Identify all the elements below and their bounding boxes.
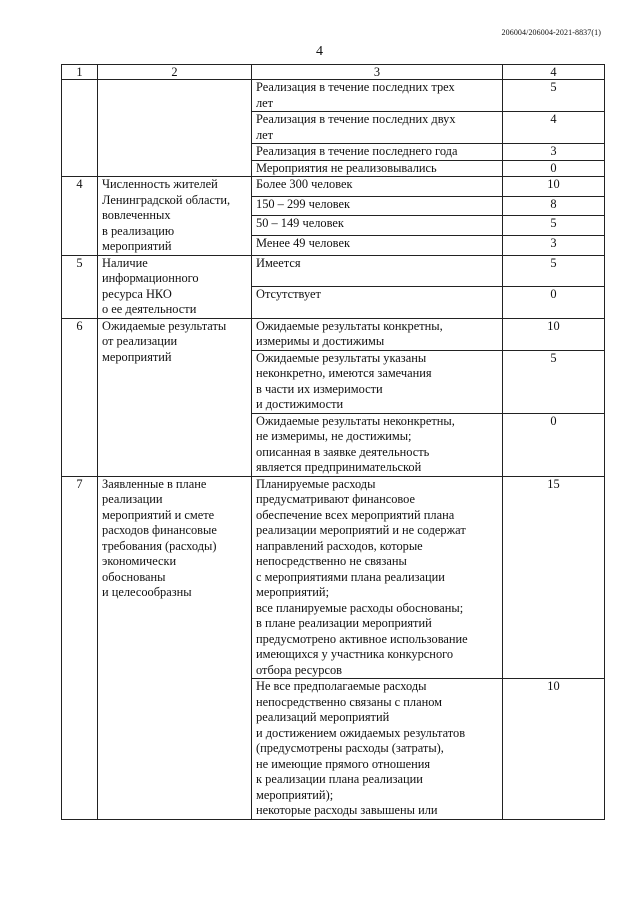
option-points: 10 <box>503 679 605 820</box>
option-text: 50 – 149 человек <box>252 216 503 236</box>
document-id: 206004/206004-2021-8837(1) <box>501 28 601 37</box>
option-text: Не все предполагаемые расходы непосредственно связаны с планом реализаций мероприятий и достижением ожидаемых результатов (предусмотрены расходы (затраты), не имеющие прямого отношения к реализации плана реализации мероприятий); некоторые расходы завышены или <box>252 679 503 820</box>
option-points: 10 <box>503 318 605 350</box>
option-points: 0 <box>503 413 605 476</box>
criterion-number: 5 <box>62 255 98 318</box>
option-text: Имеется <box>252 255 503 287</box>
option-points: 3 <box>503 235 605 255</box>
option-text: Реализация в течение последнего года <box>252 144 503 161</box>
option-text: Более 300 человек <box>252 177 503 197</box>
option-text: Менее 49 человек <box>252 235 503 255</box>
option-points: 5 <box>503 216 605 236</box>
option-text: Реализация в течение последних двух лет <box>252 112 503 144</box>
option-points: 8 <box>503 196 605 216</box>
option-points: 5 <box>503 80 605 112</box>
option-text: Ожидаемые результаты указаны неконкретно, имеются замечания в части их измеримости и достижимости <box>252 350 503 413</box>
table-row <box>62 177 605 197</box>
option-points: 15 <box>503 476 605 679</box>
option-points: 5 <box>503 350 605 413</box>
option-text: Отсутствует <box>252 287 503 319</box>
option-points: 4 <box>503 112 605 144</box>
header-cell-3: 3 <box>252 65 503 80</box>
criterion-name <box>98 80 252 177</box>
option-text: Ожидаемые результаты неконкретны, не измеримы, не достижимы; описанная в заявке деятельность является предпринимательской <box>252 413 503 476</box>
criterion-number <box>62 80 98 177</box>
criterion-name: Численность жителей Ленинградской области, вовлеченных в реализацию мероприятий <box>98 177 252 256</box>
table-row <box>62 318 605 350</box>
table-row <box>62 255 605 287</box>
table-row <box>62 80 605 112</box>
option-points: 10 <box>503 177 605 197</box>
criterion-name: Заявленные в плане реализации мероприятий и смете расходов финансовые требования (расходы) экономически обоснованы и целесообразны <box>98 476 252 819</box>
header-cell-1: 1 <box>62 65 98 80</box>
criteria-table <box>61 64 605 820</box>
option-points: 3 <box>503 144 605 161</box>
criterion-number: 4 <box>62 177 98 256</box>
criterion-number: 6 <box>62 318 98 476</box>
option-text: 150 – 299 человек <box>252 196 503 216</box>
option-text: Реализация в течение последних трех лет <box>252 80 503 112</box>
option-text: Мероприятия не реализовывались <box>252 160 503 177</box>
option-points: 5 <box>503 255 605 287</box>
option-points: 0 <box>503 287 605 319</box>
table-row <box>62 476 605 679</box>
option-text: Планируемые расходы предусматривают финансовое обеспечение всех мероприятий плана реализации мероприятий и не содержат направлений расходов, которые непосредственно не связаны с мероприятиями плана реализации мероприятий; все планируемые расходы обоснованы; в плане реализации мероприятий предусмотрено активное использование имеющихся у участника конкурсного отбора ресурсов <box>252 476 503 679</box>
header-cell-2: 2 <box>98 65 252 80</box>
criterion-number: 7 <box>62 476 98 819</box>
header-row <box>62 65 605 80</box>
option-text: Ожидаемые результаты конкретны, измеримы и достижимы <box>252 318 503 350</box>
criterion-name: Ожидаемые результаты от реализации мероприятий <box>98 318 252 476</box>
criterion-name: Наличие информационного ресурса НКО о ее деятельности <box>98 255 252 318</box>
header-cell-4: 4 <box>503 65 605 80</box>
option-points: 0 <box>503 160 605 177</box>
page-number: 4 <box>316 44 323 59</box>
